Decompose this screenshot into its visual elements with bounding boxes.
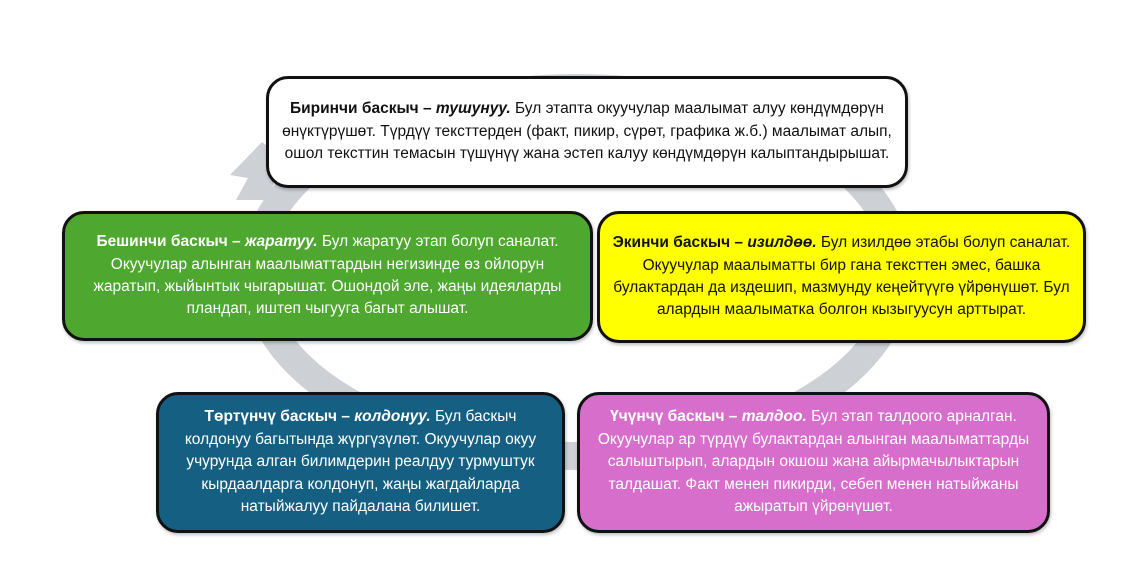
stage-2-title: Экинчи баскыч – [612, 234, 748, 252]
stage-4-box [156, 392, 565, 533]
stage-3-box [577, 392, 1050, 533]
stage-1-text [281, 98, 893, 165]
stage-5-text [77, 231, 578, 321]
stage-2-box [597, 211, 1086, 343]
stage-1-title: Биринчи баскыч – [290, 100, 436, 118]
stage-5-keyword: жаратуу. [244, 233, 318, 251]
stage-2-keyword: изилдөө. [747, 234, 817, 252]
stage-1-keyword: тушунуу. [435, 100, 511, 118]
stage-1-box [266, 76, 908, 188]
stage-4-text [171, 406, 550, 518]
stage-3-title: Үчүнчү баскыч – [610, 408, 742, 426]
stage-4-title: Төртүнчү баскыч – [204, 408, 355, 426]
stage-3-body: Бул этап талдоого арналган. Окуучулар ар түрдүү булактардан алынган маалыматтарды салыштырып, алардын окшош жана айырмачылыктарын талдашат. Факт менен пикирди, себеп менен натыйжаны ажыратып үйрөнүшөт. [597, 408, 1030, 516]
stage-1-body: Бул этапта окуучулар маалымат алуу көндүмдөрүн өнүктүрүшөт. Түрдүү тексттерден (факт, пикир, сүрөт, графика ж.б.) маалымат алып, ошол тексттин темасын түшүнүү жана эстеп калуу көндүмдөрүн калыптандырышат. [282, 100, 892, 163]
stage-5-body: Бул жаратуу этап болуп саналат. Окуучулар алынган маалыматтардын негизинде өз ойлорун жаратып, жыйынтык чыгарышат. Ошондой эле, жаңы идеяларды пландап, иштеп чыгууга багыт алышат. [93, 233, 562, 318]
stage-5-title: Бешинчи баскыч – [96, 233, 245, 251]
stage-5-box [62, 211, 593, 341]
stage-4-keyword: колдонуу. [354, 408, 431, 426]
stage-2-body: Бул изилдөө этабы болуп саналат. Окуучулар маалыматты бир гана тексттен эмес, башка булактардан да издешип, мазмунду кеңейтүүгө үйрөнүшөт. Бул алардын маалыматка болгон кызыгуусун арттырат. [613, 234, 1071, 319]
stage-3-keyword: талдоо. [741, 408, 807, 426]
stage-3-text [592, 406, 1035, 518]
stage-2-text [612, 232, 1071, 322]
stage-4-body: Бул баскыч колдонуу багытында жүргүзүлөт. Окуучулар окуу учурунда алган билимдерин реалдуу турмуштук кырдаалдарга колдонуп, жаңы жагдайларда натыйжалуу пайдалана билишет. [184, 408, 537, 516]
